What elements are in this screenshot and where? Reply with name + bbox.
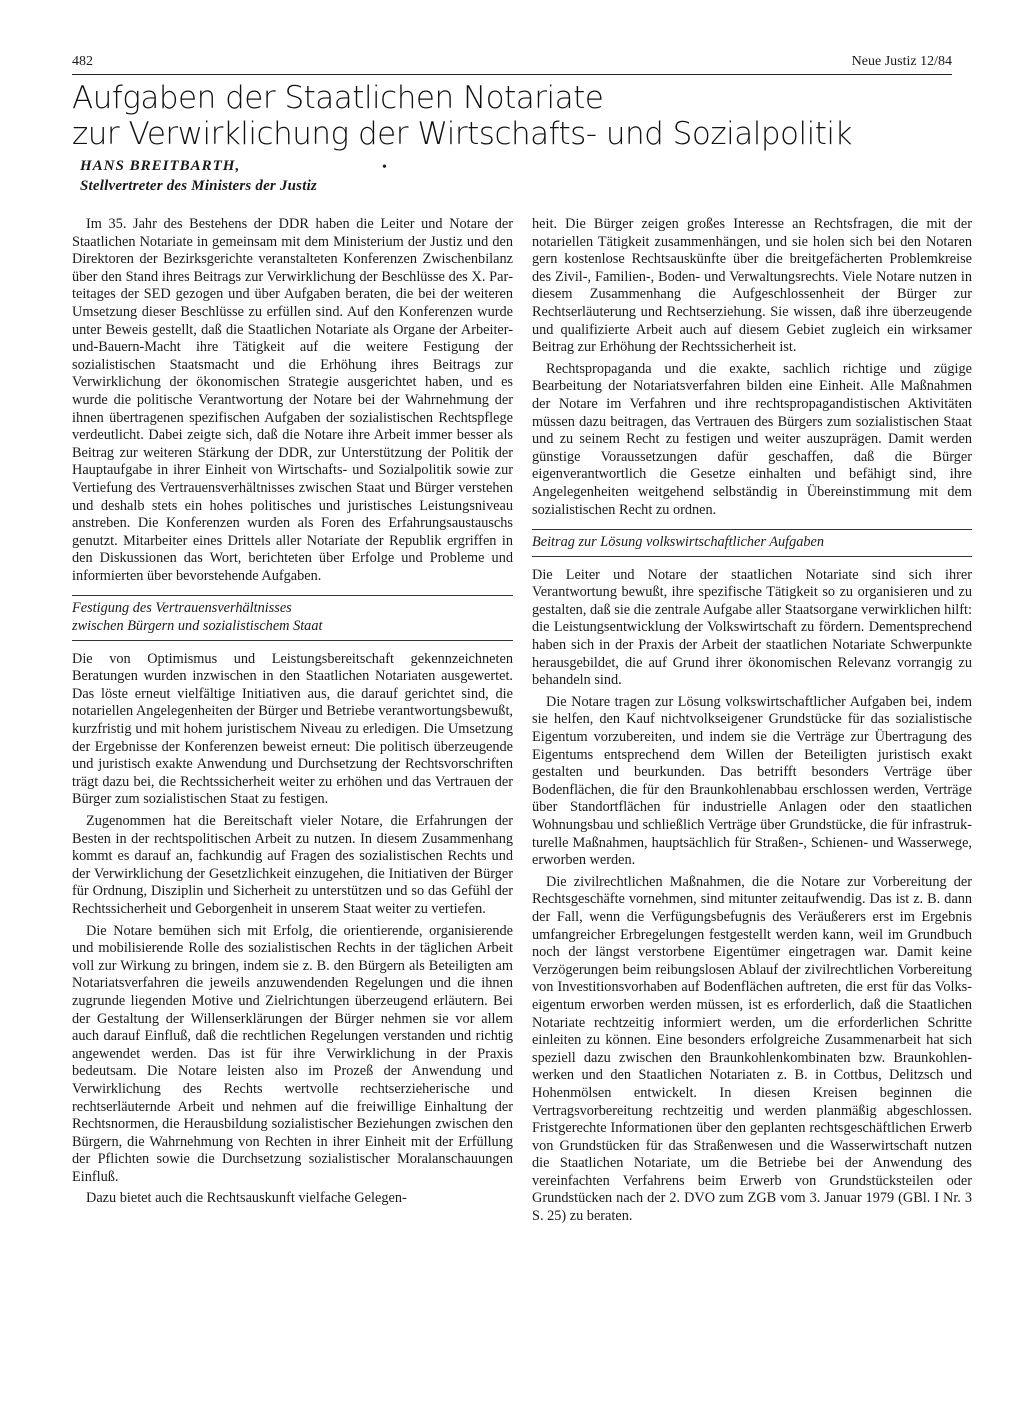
bullet-mark: • — [382, 160, 387, 175]
page-header — [72, 48, 952, 75]
paragraph: Dazu bietet auch die Rechtsauskunft vielfache Gelegen- — [86, 1190, 407, 1207]
paragraph: Zugenommen hat die Bereitschaft vieler Notare, die Erfahrungen der Besten in der rechtspolitischen Arbeit zu nutzen. In diesem Zusammenhang kommt es darauf an, fachkundig auf Fragen des sozialistischen Rechts und der Verwirklichung der Gesetzlichkeit einzugehen, die Initiativen der Bürger für Ordnung, Disziplin und Sicherheit zu unterstützen und so das Gefühl der Rechtssicherheit und Geborgenheit in unserem Staat weiter zu vertiefen. — [72, 813, 513, 917]
journal-issue: Neue Justiz 12/84 — [851, 54, 952, 69]
section-heading-line-2: zwischen Bürgern und sozialistischem Staat — [72, 618, 323, 635]
section-heading-trust — [72, 595, 513, 640]
column-right — [532, 216, 972, 1230]
article-title — [72, 80, 952, 152]
author-name: HANS BREITBARTH, — [80, 158, 241, 174]
page-number: 482 — [72, 54, 93, 69]
paragraph: Die Notare bemühen sich mit Erfolg, die orientierende, organisierende und mobilisierende Rolle des sozialistischen Rechts in der täglichen Arbeit voll zur Wirkung zu bringen, indem sie z. B. den Bürgern als Beteiligten am Notariatsverfahren die jeweils anzuwendenden Regelungen und die ihnen zugrunde liegenden Motive und Zielrichtungen überzeugend erläutern. Bei der Gestaltung der Willenserklärungen der Bürger nehmen sie vor allem auch darauf Einfluß, daß die rechtlichen Regelungen verstanden und richtig angewendet werden. Das ist für ihre Verwirklichung in der Praxis bedeutsam. Die Notare leisten also im Prozeß der Anwendung und Verwirklichung des Rechts wertvolle rechtserzieherische und rechtserläuternde Arbeit und nehmen auf die freiwillige Einhaltung der Rechtsnormen, die Herausbildung sozialistischer Beziehungen zwischen den Bürgern, die Wahrnehmung von Rechten in ihrer Einheit mit der Erfüllung der Pflichten sowie die Durchsetzung sozialistischer Moralanschauungen Einfluß. — [72, 922, 513, 1185]
paragraph: Im 35. Jahr des Bestehens der DDR haben die Leiter und Notare der Staatlichen Notariate in gemeinsam mit dem Ministerium der Justiz und den Direktoren der Bezirksgerichte veranstalteten Konferenzen Zwischenbilanz über den Stand ihres Beitrags zur Verwirklichung der Beschlüsse des X. Parteitages der SED gezogen und über Aufgaben beraten, die bei der weiteren Umsetzung dieser Beschlüsse zu erfüllen sind. Auf den Konferenzen wurde unter Beweis gestellt, daß die Staatlichen Notariate als Organe der Arbeiter-und-Bauern-Macht ihre Tätigkeit auf die weitere Festigung der sozialistischen Staatsmacht und die Erhöhung ihres Beitrags zur Verwirklichung der ökonomischen Strategie ausgerichtet haben, und es wurde die politische Verantwortung der Notare bei der Wahrnehmung der ihnen übertragenen spezifischen Aufgaben der sozialistischen Rechtspflege verdeutlicht. Dabei zeigte sich, daß die Notare ihre Arbeit immer besser als Beitrag zur weiteren Stärkung der DDR, zur Unterstützung der Politik der Hauptaufgabe in ihrer Einheit von Wirtschafts- und Sozialpolitik sowie zur Vertiefung des Vertrauensverhältnisses zwischen Staat und Bürger verstehen und deshalb stets ein hohes politisches und juristisches Leistungsniveau anstreben. Die Konferenzen wurden als Foren des Erfahrungsaustauschs genutzt. Mitarbeiter eines Drittels aller Notariate der Republik ergriffen in den Diskussionen das Wort, berichteten über Erfolge und Probleme und informierten über bevorstehende Aufgaben. — [72, 216, 513, 584]
paragraph: Die Notare tragen zur Lösung volkswirtschaftlicher Aufgaben bei, indem sie helfen, den Kauf nichtvolkseigener Grundstücke für das sozialistische Eigentum vorzubereiten, und indem sie die Verträge zur Übertragung des Eigentums entsprechend dem Willen der Beteiligten juristisch exakt gestalten und beurkunden. Das betrifft besonders Verträge über Bodenflächen, die für den Braunkohlenabbau erschlossen werden, Verträge über Standortflächen für industrielle Anlagen oder den staatlichen Wohnungsbau und schließlich Verträge über Grundstücke, die für infrastrukturelle Maßnahmen, hauptsächlich für Straßen-, Schienen- und Wasserwege, erworben werden. — [532, 693, 972, 869]
article-title-line-2: zur Verwirklichung der Wirtschafts- und Sozialpolitik — [72, 116, 852, 152]
section-heading-line-1: Festigung des Vertrauensverhältnisses — [72, 600, 292, 617]
section-heading-economy: Beitrag zur Lösung volkswirtschaftlicher Aufgaben — [532, 529, 972, 557]
paragraph: heit. Die Bürger zeigen großes Interesse an Rechtsfragen, die mit der notariellen Tätigkeit zusammenhängen, und sie holen sich bei den Notaren gern kostenlose Rechtsauskünfte über die breitgefächerten Problemkreise des Zivil-, Familien-, Boden- und Verwaltungsrechts. Viele Notare nutzen in diesem Zusammenhang die Aufgeschlossenheit der Bürger zur Rechtserläuterung und Rechtserziehung. Sie wissen, daß ihre überzeugende und qualifizierte Arbeit auch auf diesem Gebiet zugleich ein wirksamer Beitrag zur Erhöhung der Rechtssicherheit ist. — [532, 216, 972, 356]
author-block — [80, 156, 317, 196]
paragraph: Die zivilrechtlichen Maßnahmen, die die Notare zur Vorbereitung der Rechtsgeschäfte vornehmen, sind mitunter zeitaufwendig. Das ist z. B. dann der Fall, wenn die Verfügungsbefugnis des Veräußerers erst im Ergebnis umfangreicher Erbregelungen festgestellt werden kann, weil im Grundbuch noch der längst verstorbene Eigentümer eingetragen war. Damit keine Verzögerungen beim reibungslosen Ablauf der zivilrechtlichen Vorbereitung von Investitionsvorhaben auf Bodenflächen auftreten, die erst für das Volkseigentum erworben werden müssen, ist es erforderlich, daß die Staatlichen Notariate rechtzeitig informiert werden, um die erforderlichen Schritte einleiten zu können. Eine besonders erfolgreiche Zusammenarbeit hat sich speziell dazu zwischen den Braunkohlenkombinaten bzw. Braunkohlenwerken und den Staatlichen Notariaten z. B. in Cottbus, Delitzsch und Hohenmölsen entwickelt. In diesen Kreisen beginnen die Vertragsvorbereitung rechtzeitig und werden planmäßig abgeschlossen. Fristgerechte Informationen über den geplanten rechtsgeschäftlichen Erwerb von Grundstücken für das Straßenwesen und die Wasserwirtschaft nutzen die Staatlichen Notariate, um die Betriebe bei der Anwendung des vereinfachten Verfahrens beim Erwerb von Grundstücksteilen oder Grundstücken nach der 2. DVO zum ZGB vom 3. Januar 1979 (GBl. I Nr. 3 S. 25) zu beraten. — [532, 873, 972, 1225]
article-title-line-1: Aufgaben der Staatlichen Notariate — [72, 80, 604, 116]
author-role: Stellvertreter des Ministers der Justiz — [80, 178, 317, 194]
paragraph: Die Leiter und Notare der staatlichen Notariate sind sich ihrer Verantwortung bewußt, ihre spezifische Tätigkeit so zu organisieren und zu gestalten, daß sie die zentrale Aufgabe aller Staatsorgane verwirklichen hilft: die Leistungsentwicklung der Volkswirtschaft zu fördern. Dementsprechend haben sich in der Praxis der Arbeit der staatlichen Notariate Schwerpunkte herausgebildet, die auf Grund ihrer ökonomischen Relevanz vorrangig zu behandeln sind. — [532, 566, 972, 689]
paragraph: Die von Optimismus und Leistungsbereitschaft gekennzeichneten Beratungen wurden inzwischen in den Staatlichen Notariaten ausgewertet. Das löste erneut vielfältige Initiativen aus, die darauf gerichtet sind, die notariellen Angelegenheiten der Bürger und Betriebe verantwortungsbewußt, kurzfristig und mit hohem juristischem Niveau zu erledigen. Die Umsetzung der Ergebnisse der Konferenzen beweist erneut: Die politisch überzeugende und juristisch exakte Anwendung und Durchsetzung der Rechtsvorschriften trägt dazu bei, die Rechtssicherheit weiter zu erhöhen und das Vertrauen der Bürger zum sozialistischen Staat zu festigen. — [72, 650, 513, 808]
column-left — [72, 216, 513, 1212]
paragraph: Rechtspropaganda und die exakte, sachlich richtige und zügige Bearbeitung der Notariatsverfahren bilden eine Einheit. Alle Maßnahmen der Notare im Verfahren und ihre rechtspropagandistischen Aktivitäten müssen dazu beitragen, das Vertrauen des Bürgers zum sozialistischen Staat und zu seinem Recht zu festigen und weiter auszuprägen. Damit werden günstige Voraussetzungen dafür geschaffen, daß die Bürger eigenverantwortlich die Gesetze einhalten und befähigt sind, ihre Angelegenheiten weitgehend selbständig in Übereinstimmung mit dem sozialistischen Recht zu ordnen. — [532, 360, 972, 518]
